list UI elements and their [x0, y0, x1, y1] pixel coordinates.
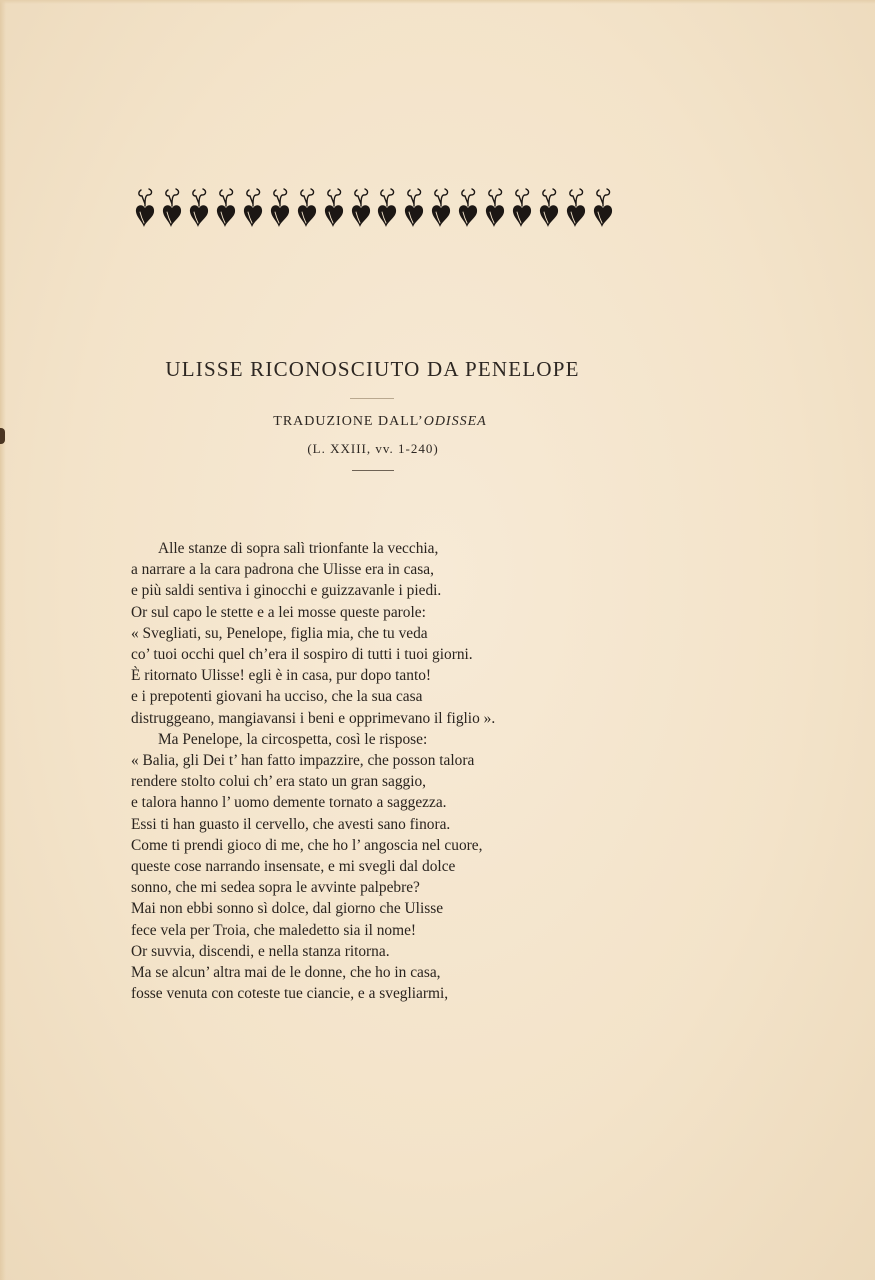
verse-line: « Balia, gli Dei t’ han fatto impazzire, che posson talora [131, 752, 475, 770]
verse-line: Come ti prendi gioco di me, che ho l’ angoscia nel cuore, [131, 836, 483, 854]
heart-leaf-fleuron-icon [296, 186, 318, 228]
poem-verses [131, 538, 591, 1004]
verse-reference: (L. XXIII, vv. 1-240) [307, 441, 439, 456]
heart-leaf-fleuron-icon [538, 186, 560, 228]
heart-leaf-fleuron-icon [430, 186, 452, 228]
heart-leaf-fleuron-icon [592, 186, 614, 228]
verse-line: e più saldi sentiva i ginocchi e guizzavanle i piedi. [131, 582, 442, 600]
heart-leaf-fleuron-icon [376, 186, 398, 228]
subtitle-prefix: TRADUZIONE DALL’ [273, 414, 424, 429]
verse-line: co’ tuoi occhi quel ch’era il sospiro di tutti i tuoi giorni. [131, 646, 473, 664]
verse-line: rendere stolto colui ch’ era stato un gran saggio, [131, 773, 427, 791]
verse-line: Or suvvia, discendi, e nella stanza ritorna. [131, 942, 390, 960]
verse-line: Ma se alcun’ altra mai de le donne, che ho in casa, [131, 964, 441, 982]
heart-leaf-fleuron-icon [457, 186, 479, 228]
reference-separator [352, 470, 394, 471]
heart-leaf-fleuron-icon [134, 186, 156, 228]
verse-line: e talora hanno l’ uomo demente tornato a saggezza. [131, 794, 447, 812]
verse-line: a narrare a la cara padrona che Ulisse era in casa, [131, 561, 434, 579]
page-title: ULISSE RICONOSCIUTO DA PENELOPE [165, 357, 580, 381]
verse-line: Alle stanze di sopra salì trionfante la vecchia, [158, 540, 439, 557]
verse-line: fece vela per Troia, che maledetto sia il nome! [131, 921, 417, 939]
heart-leaf-fleuron-icon [269, 186, 291, 228]
title-separator [350, 398, 394, 399]
verse-line: Mai non ebbi sonno sì dolce, dal giorno che Ulisse [131, 900, 444, 918]
page-top-edge [0, 0, 875, 4]
heart-leaf-fleuron-icon [403, 186, 425, 228]
heart-leaf-fleuron-icon [161, 186, 183, 228]
verse-line: Ma Penelope, la circospetta, così le rispose: [158, 730, 428, 748]
heart-leaf-fleuron-icon [188, 186, 210, 228]
verse-line: Essi ti han guasto il cervello, che avesti sano finora. [131, 815, 451, 833]
heart-leaf-fleuron-icon [242, 186, 264, 228]
verse-line: È ritornato Ulisse! egli è in casa, pur dopo tanto! [131, 667, 432, 685]
verse-line: distruggeano, mangiavansi i beni e opprimevano il figlio ». [131, 709, 496, 727]
verse-line: e i prepotenti giovani ha ucciso, che la sua casa [131, 688, 423, 706]
verse-line: queste cose narrando insensate, e mi svegli dal dolce [131, 858, 456, 876]
heart-leaf-fleuron-icon [565, 186, 587, 228]
verse-line: fosse venuta con coteste tue ciancie, e a svegliarmi, [131, 985, 449, 1003]
subtitle [0, 414, 760, 430]
subtitle-work: ODISSEA [423, 414, 487, 429]
heart-leaf-fleuron-icon [323, 186, 345, 228]
verse-line: sonno, che mi sedea sopra le avvinte palpebre? [131, 879, 420, 897]
heart-leaf-fleuron-icon [350, 186, 372, 228]
verse-line: « Svegliati, su, Penelope, figlia mia, che tu veda [131, 624, 428, 642]
page-left-edge [0, 0, 6, 1280]
ornament-band [134, 184, 614, 228]
heart-leaf-fleuron-icon [484, 186, 506, 228]
heart-leaf-fleuron-icon [511, 186, 533, 228]
heart-leaf-fleuron-icon [215, 186, 237, 228]
verse-line: Or sul capo le stette e a lei mosse queste parole: [131, 603, 426, 621]
